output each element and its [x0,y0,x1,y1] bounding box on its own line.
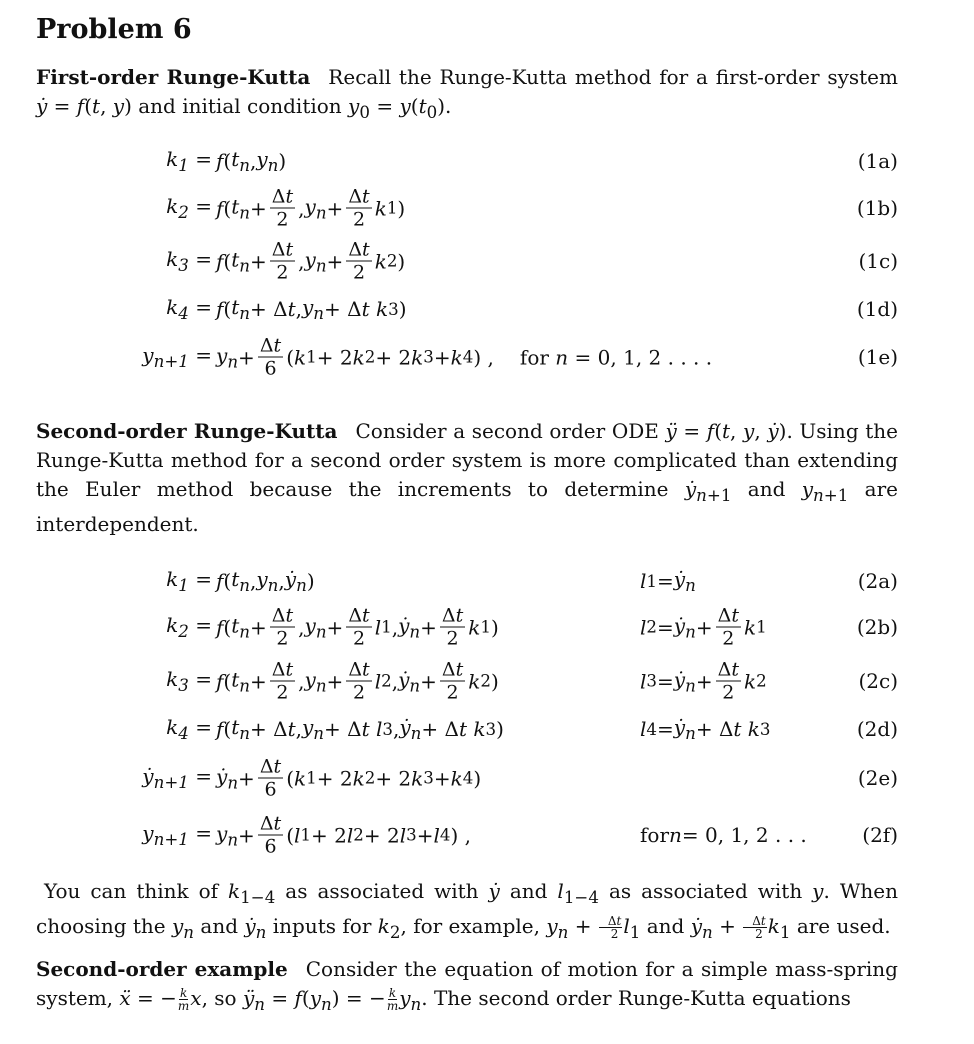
equation-2a: $k_1$ = f ( $t_n$ , $y_n$ , ẏ$_n$ ) l 1 = ẏ$_n$ (2a) [166,567,898,595]
equation-number: (2d) [856,717,898,741]
section-first-order-heading: First-order Runge-Kutta [36,65,311,89]
equation-2f: $y_{n+1}$ = $y_n$ + $\frac{\Delta t}{6}$ ( l 1 + 2 l 2 + 2 l 3 + l 4 ) , for n = 0, 1, 2 . . . (2f) [142,812,898,858]
equation-number: (2f) [862,823,898,847]
equation-number: (2c) [858,669,898,693]
equation-number: (1e) [857,345,898,369]
equation-number: (1a) [857,149,898,173]
section-second-order-example: Second-order example Consider the equation of motion for a simple mass-spring system, ẍ = − $\frac{k}{m}$ x, so $ÿ_n = f(y_n)$ = − $\frac{k}{m}$ $y_n$. The second order Runge-Kutta equations [36,957,898,1014]
equation-1a: $k_1$ = f ( $t_n$ , $y_n$ ) (1a) [166,147,898,175]
section-first-order: First-order Runge-Kutta Recall the Runge-Kutta method for a first-order system ẏ = f(t, y) and initial condition $y_0 = y(t_0)$. [36,65,898,122]
equation-1d: $k_4$ = f ( $t_n$ + Δ t , $y_n$ + Δ t k 3 ) (1d) [166,295,898,323]
equation-block-1 [36,139,898,385]
equation-1e: $y_{n+1}$ = $y_n$ + $\frac{\Delta t}{6}$ ( k 1 + 2 k 2 + 2 k 3 + k 4 ) , for n = 0, 1, 2 . . . . (1e) [142,334,898,380]
problem-title: Problem 6 [36,14,192,45]
equation-number: (1c) [858,249,898,273]
section-second-order-heading: Second-order Runge-Kutta [36,419,338,443]
equation-2b: $k_2$ = f ( $t_n$ + $\frac{\Delta t}{2}$ , $y_n$ + $\frac{\Delta t}{2}$ l 1 , ẏ$_n$ + $\frac{\Delta t}{2}$ k 1 ) l 2 = ẏ$_n$ + $\frac{\Delta t}{2}$ k 1 (2b) [166,604,898,650]
note-paragraph: You can think of $k_{1-4}$ as associated with ẏ and $l_{1-4}$ as associated with y. When choosing the $y_n$ and ẏ$_n$ inputs for $k_2$, for example, $y_n$ + $\frac{\Delta t}{2}$ $l_1$ and ẏ$_n$ + $\frac{\Delta t}{2}$ $k_1$ are used. [36,879,898,942]
equation-2c: $k_3$ = f ( $t_n$ + $\frac{\Delta t}{2}$ , $y_n$ + $\frac{\Delta t}{2}$ l 2 , ẏ$_n$ + $\frac{\Delta t}{2}$ k 2 ) l 3 = ẏ$_n$ + $\frac{\Delta t}{2}$ k 2 (2c) [166,658,898,704]
equation-number: (2e) [857,766,898,790]
section-second-order: Second-order Runge-Kutta Consider a second order ODE ÿ = f(t, y, ẏ). Using the Runge-Kutta method for a second order system is more complicated than extending the Euler method because the increments to determine ẏ$_{n+1}$ and $y_{n+1}$ are interdependent. [36,419,898,536]
section-example-heading: Second-order example [36,957,288,981]
equation-2e: ẏ$_{n+1}$ = ẏ$_n$ + $\frac{\Delta t}{6}$ ( k 1 + 2 k 2 + 2 k 3 + k 4 ) (2e) [142,755,898,801]
document-page [36,14,898,1019]
equation-number: (1d) [856,297,898,321]
equation-number: (1b) [856,196,898,220]
equation-1c: $k_3$ = f ( $t_n$ + $\frac{\Delta t}{2}$ , $y_n$ + $\frac{\Delta t}{2}$ k 2 ) (1c) [166,238,898,284]
equation-number: (2a) [857,569,898,593]
equation-2d: $k_4$ = f ( $t_n$ + Δ t , $y_n$ + Δ t l 3 , ẏ$_n$ + Δ t k 3 ) l 4 = ẏ$_n$ + Δ t k 3 (2d) [166,715,898,743]
equation-block-2 [36,561,898,863]
equation-1b: $k_2$ = f ( $t_n$ + $\frac{\Delta t}{2}$ , $y_n$ + $\frac{\Delta t}{2}$ k 1 ) (1b) [166,185,898,231]
equation-number: (2b) [856,615,898,639]
